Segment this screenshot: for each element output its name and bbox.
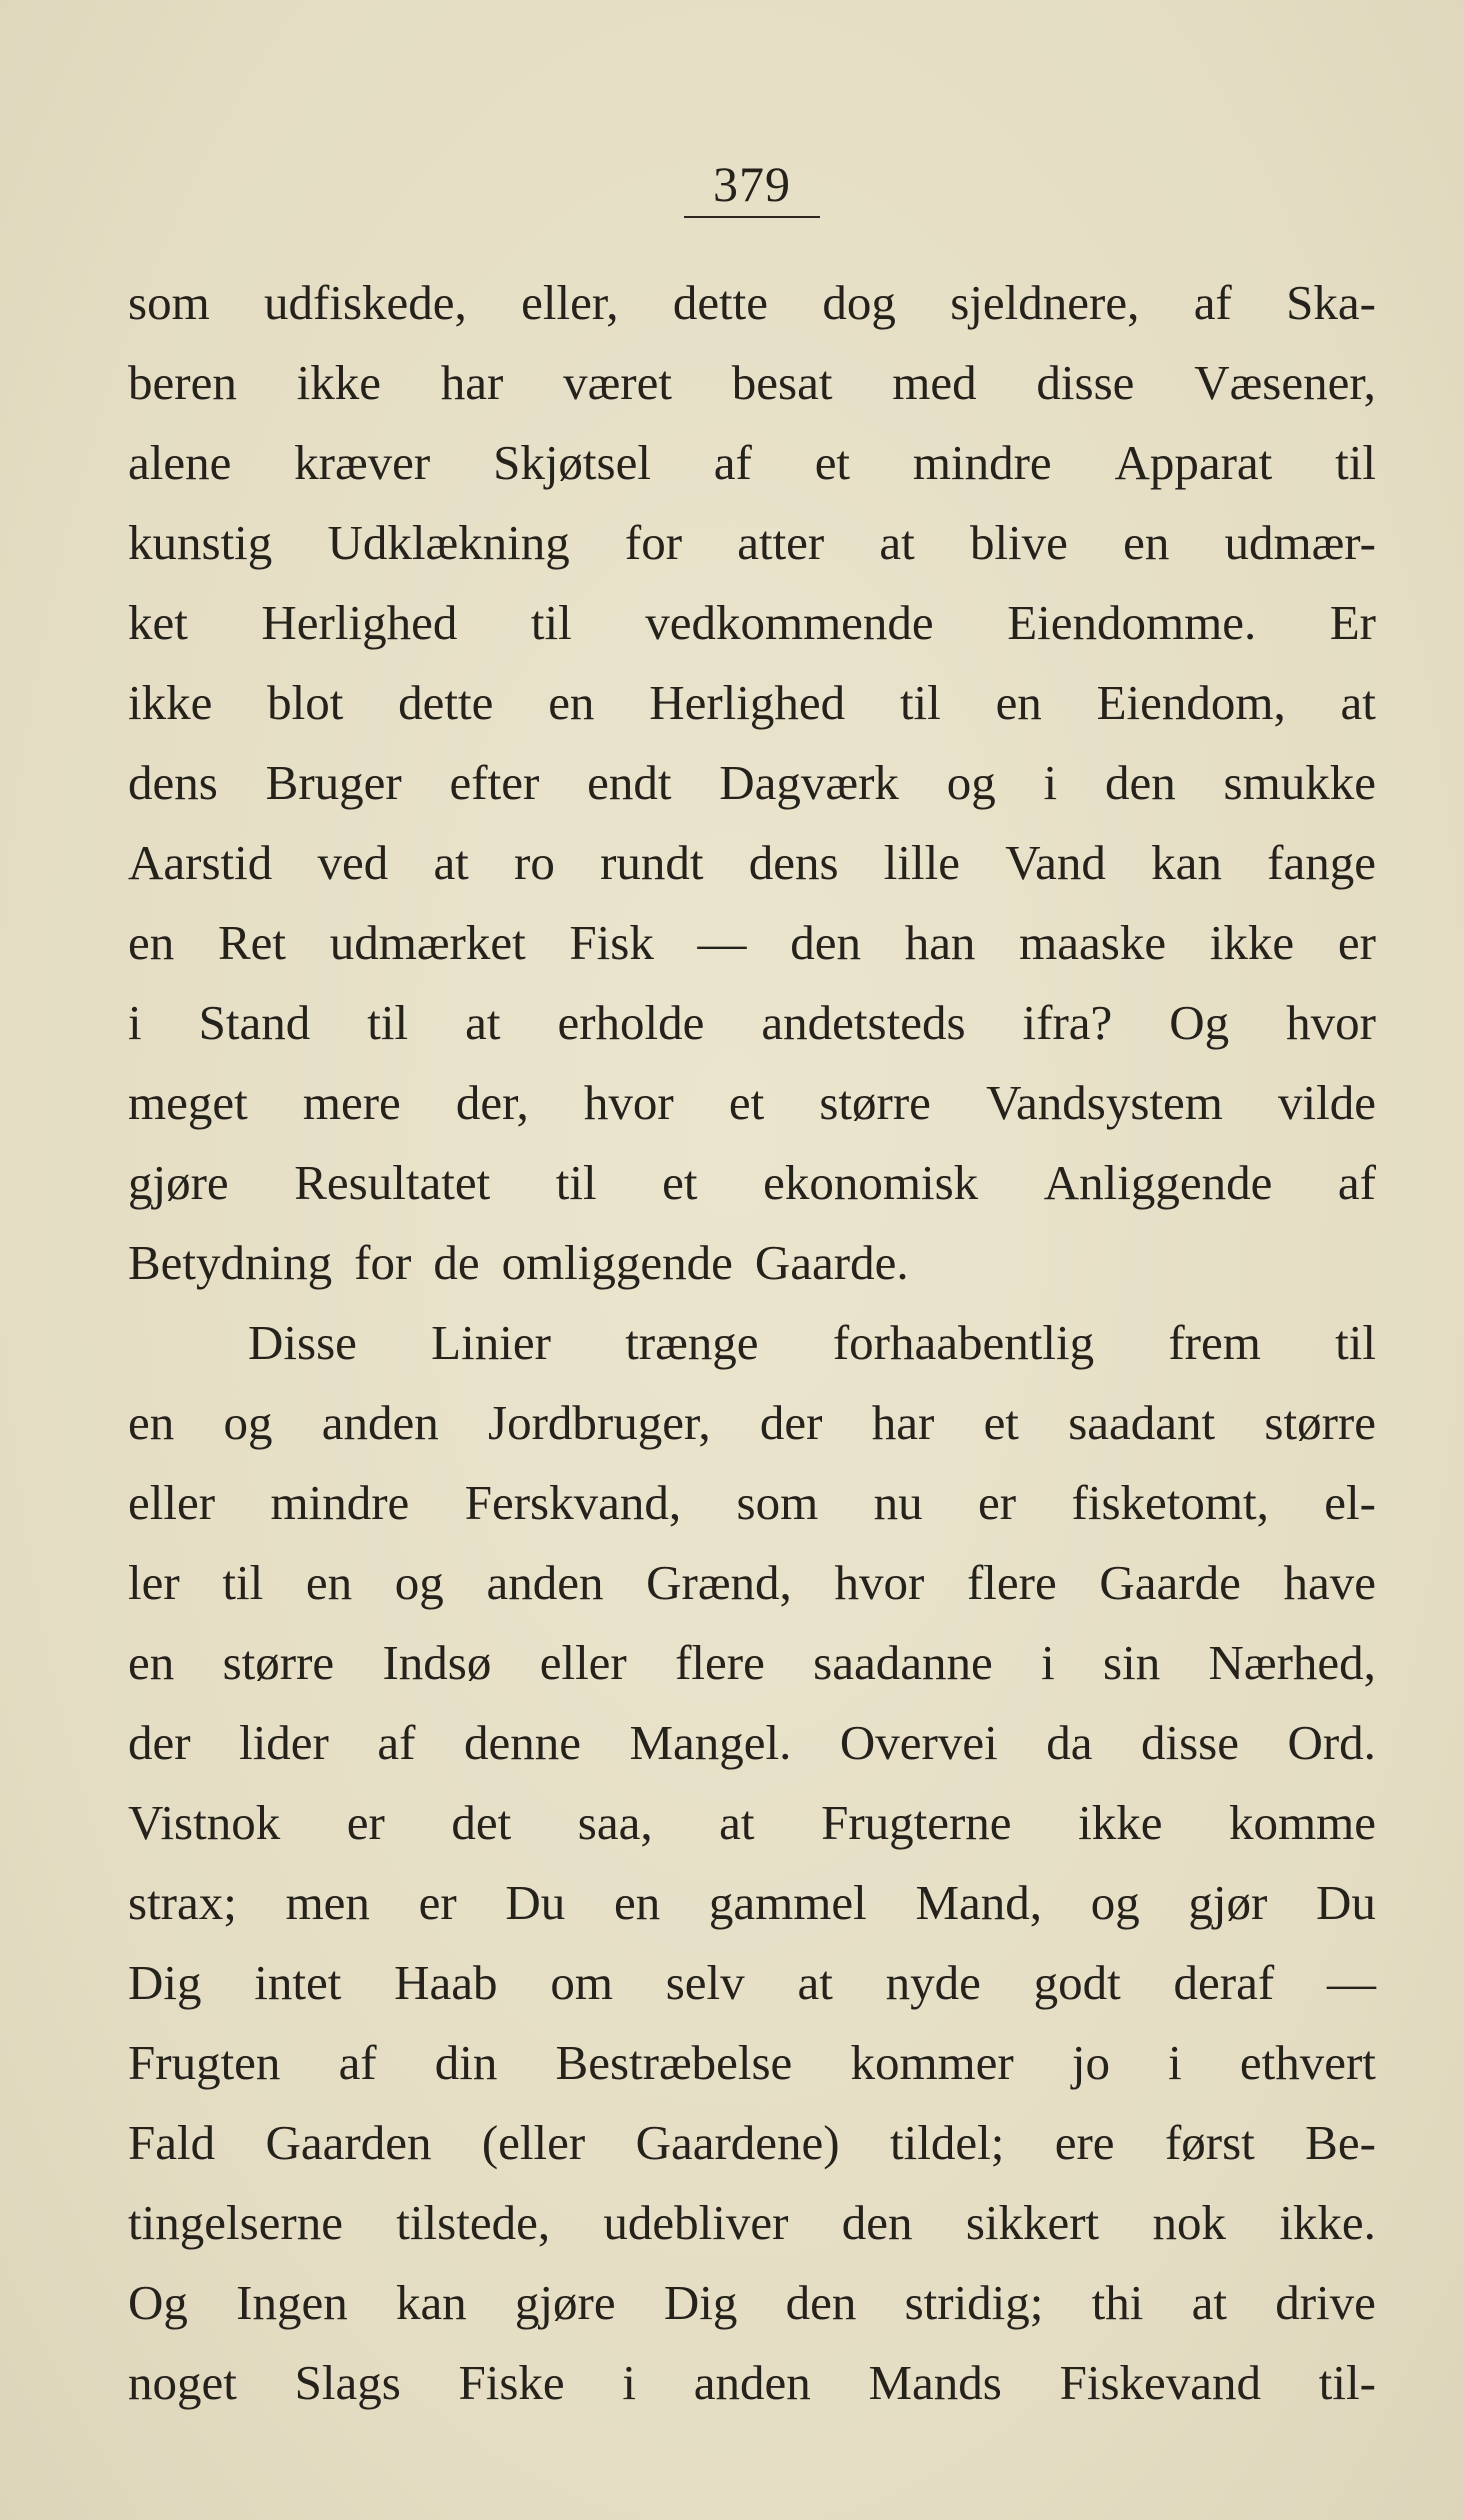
word: anden bbox=[321, 1395, 439, 1450]
word: sjeldnere, bbox=[950, 275, 1140, 330]
word: ethvert bbox=[1239, 2035, 1376, 2090]
word: Fald bbox=[128, 2115, 216, 2170]
word: Aarstid bbox=[128, 835, 273, 890]
word: erholde bbox=[557, 995, 705, 1050]
word: Er bbox=[1329, 595, 1376, 650]
word: er bbox=[978, 1475, 1017, 1530]
word: Overvei bbox=[839, 1715, 998, 1770]
word: vedkommende bbox=[645, 595, 934, 650]
word: kræver bbox=[294, 435, 431, 490]
word: at bbox=[465, 995, 501, 1050]
word: beren bbox=[128, 355, 237, 410]
word: dens bbox=[128, 755, 218, 810]
word: er bbox=[346, 1795, 385, 1850]
word: drive bbox=[1275, 2275, 1376, 2330]
word: da bbox=[1046, 1715, 1093, 1770]
word: at bbox=[433, 835, 469, 890]
word: er bbox=[1337, 915, 1376, 970]
word: en bbox=[128, 1635, 175, 1690]
word: ket bbox=[128, 595, 188, 650]
word: Mangel. bbox=[629, 1715, 792, 1770]
word: for bbox=[354, 1235, 412, 1290]
text-line bbox=[128, 2343, 1376, 2423]
word: Mands bbox=[868, 2355, 1002, 2410]
paragraph bbox=[128, 263, 1376, 1303]
word: Vand bbox=[1005, 835, 1106, 890]
word: kan bbox=[395, 2275, 467, 2330]
word: har bbox=[871, 1395, 935, 1450]
word: rundt bbox=[600, 835, 704, 890]
word: deraf bbox=[1173, 1955, 1275, 2010]
word: først bbox=[1164, 2115, 1255, 2170]
word: til bbox=[1335, 1315, 1376, 1370]
word: det bbox=[451, 1795, 512, 1850]
word: saadanne bbox=[813, 1635, 993, 1690]
word: noget bbox=[128, 2355, 237, 2410]
word: Ferskvand, bbox=[464, 1475, 682, 1530]
word: Vandsystem bbox=[986, 1075, 1223, 1130]
word: større bbox=[222, 1635, 335, 1690]
word: som bbox=[736, 1475, 819, 1530]
word: tingelserne bbox=[128, 2195, 343, 2250]
word: udmær- bbox=[1224, 515, 1376, 570]
word: intet bbox=[254, 1955, 342, 2010]
text-line bbox=[128, 1463, 1376, 1543]
word: Du bbox=[505, 1875, 566, 1930]
word: han bbox=[904, 915, 976, 970]
word: mindre bbox=[270, 1475, 410, 1530]
word: men bbox=[285, 1875, 370, 1930]
word: Frugten bbox=[128, 2035, 281, 2090]
word: til bbox=[530, 595, 572, 650]
word: i bbox=[1041, 1635, 1055, 1690]
text-line bbox=[128, 583, 1376, 663]
word: stridig; bbox=[904, 2275, 1044, 2330]
word: saa, bbox=[577, 1795, 653, 1850]
word: i bbox=[622, 2355, 637, 2410]
word: Gaarde bbox=[1099, 1555, 1241, 1610]
word: ikke bbox=[1078, 1795, 1163, 1850]
word: der, bbox=[455, 1075, 529, 1130]
word: de bbox=[433, 1235, 480, 1290]
word: Dig bbox=[663, 2275, 738, 2330]
word: større bbox=[819, 1075, 931, 1130]
word: Dagværk bbox=[719, 755, 899, 810]
word: større bbox=[1264, 1395, 1376, 1450]
word: tildel; bbox=[890, 2115, 1005, 2170]
word: selv bbox=[665, 1955, 745, 2010]
text-line bbox=[128, 423, 1376, 503]
word: et bbox=[814, 435, 851, 490]
word: kunstig bbox=[128, 515, 273, 570]
word: udmærket bbox=[329, 915, 526, 970]
word: gammel bbox=[708, 1875, 867, 1930]
word: Ingen bbox=[236, 2275, 348, 2330]
word: et bbox=[728, 1075, 765, 1130]
word: i bbox=[128, 995, 142, 1050]
word: have bbox=[1283, 1555, 1376, 1610]
text-line bbox=[128, 1543, 1376, 1623]
word: er bbox=[418, 1875, 457, 1930]
word: Mand, bbox=[915, 1875, 1043, 1930]
word: til bbox=[367, 995, 409, 1050]
word: ikke. bbox=[1279, 2195, 1376, 2250]
word: besat bbox=[731, 355, 833, 410]
word: ikke bbox=[128, 675, 213, 730]
paragraph bbox=[128, 1303, 1376, 2423]
word: blive bbox=[969, 515, 1068, 570]
word: en bbox=[128, 915, 175, 970]
text-line bbox=[128, 1223, 1376, 1303]
word: som bbox=[128, 275, 210, 330]
word: strax; bbox=[128, 1875, 237, 1930]
word: Disse bbox=[248, 1315, 357, 1370]
word: med bbox=[892, 355, 977, 410]
word: og bbox=[1090, 1875, 1140, 1930]
word: godt bbox=[1033, 1955, 1121, 2010]
word: at bbox=[1191, 2275, 1227, 2330]
word: været bbox=[563, 355, 672, 410]
word: lille bbox=[883, 835, 960, 890]
word: til bbox=[555, 1155, 597, 1210]
word: forhaabentlig bbox=[832, 1315, 1095, 1370]
word: Slags bbox=[294, 2355, 401, 2410]
word: Resultatet bbox=[294, 1155, 491, 1210]
word: jo bbox=[1071, 2035, 1110, 2090]
word: maaske bbox=[1019, 915, 1167, 970]
word: lider bbox=[239, 1715, 329, 1770]
word: anden bbox=[486, 1555, 604, 1610]
word: Vistnok bbox=[128, 1795, 281, 1850]
word: Betydning bbox=[128, 1235, 333, 1290]
word: Jordbruger, bbox=[488, 1395, 711, 1450]
word: om bbox=[550, 1955, 613, 2010]
text-line bbox=[128, 663, 1376, 743]
page-number: 379 bbox=[684, 152, 820, 218]
word: Eiendomme. bbox=[1007, 595, 1257, 650]
word: udfiskede, bbox=[264, 275, 467, 330]
word: har bbox=[440, 355, 504, 410]
word: den bbox=[841, 2195, 913, 2250]
word: Grænd, bbox=[646, 1555, 792, 1610]
word: Ret bbox=[217, 915, 286, 970]
word: disse bbox=[1140, 1715, 1239, 1770]
word: nok bbox=[1152, 2195, 1226, 2250]
word: af bbox=[1337, 1155, 1376, 1210]
word: Væsener, bbox=[1194, 355, 1376, 410]
word: dog bbox=[822, 275, 896, 330]
word: gjøre bbox=[128, 1155, 229, 1210]
text-line bbox=[128, 743, 1376, 823]
word: Gaarde. bbox=[754, 1235, 909, 1290]
word: at bbox=[719, 1795, 755, 1850]
word: blot bbox=[267, 675, 344, 730]
word: mindre bbox=[912, 435, 1052, 490]
word: at bbox=[879, 515, 915, 570]
word: der bbox=[759, 1395, 823, 1450]
word: meget bbox=[128, 1075, 248, 1130]
word: eller, bbox=[521, 275, 619, 330]
word: dette bbox=[672, 275, 769, 330]
text-line bbox=[128, 2183, 1376, 2263]
word: en bbox=[128, 1395, 175, 1450]
word: Nærhed, bbox=[1208, 1635, 1376, 1690]
word: vilde bbox=[1278, 1075, 1376, 1130]
word: Frugterne bbox=[821, 1795, 1012, 1850]
text-line bbox=[128, 2023, 1376, 2103]
word: efter bbox=[449, 755, 540, 810]
text-line bbox=[128, 503, 1376, 583]
word: gjør bbox=[1188, 1875, 1268, 1930]
word: til- bbox=[1318, 2355, 1376, 2410]
text-line bbox=[128, 823, 1376, 903]
text-line bbox=[128, 1783, 1376, 1863]
word: fisketomt, bbox=[1071, 1475, 1269, 1530]
word: den bbox=[1104, 755, 1176, 810]
word: Be- bbox=[1305, 2115, 1376, 2170]
word: ifra? bbox=[1022, 995, 1113, 1050]
word: en bbox=[548, 675, 595, 730]
word: ved bbox=[317, 835, 389, 890]
word: Anliggende bbox=[1043, 1155, 1273, 1210]
word: ekonomisk bbox=[763, 1155, 979, 1210]
word: til bbox=[222, 1555, 264, 1610]
text-line bbox=[128, 1863, 1376, 1943]
word: omliggende bbox=[501, 1235, 733, 1290]
word: atter bbox=[737, 515, 825, 570]
word: thi bbox=[1091, 2275, 1144, 2330]
text-line bbox=[128, 1063, 1376, 1143]
word: af bbox=[338, 2035, 377, 2090]
word: Fisk bbox=[569, 915, 654, 970]
text-line bbox=[128, 1943, 1376, 2023]
word: Ord. bbox=[1287, 1715, 1376, 1770]
word: en bbox=[613, 1875, 661, 1930]
text-line bbox=[128, 1143, 1376, 1223]
word: kan bbox=[1151, 835, 1222, 890]
word: tilstede, bbox=[396, 2195, 551, 2250]
word: et bbox=[662, 1155, 698, 1210]
word: til bbox=[899, 675, 941, 730]
word: og bbox=[946, 755, 996, 810]
text-line bbox=[128, 2263, 1376, 2343]
word: (eller bbox=[481, 2115, 586, 2170]
word: Gaarden bbox=[265, 2115, 432, 2170]
text-line bbox=[128, 903, 1376, 983]
word: sin bbox=[1103, 1635, 1161, 1690]
word: og bbox=[394, 1555, 444, 1610]
word: udebliver bbox=[603, 2195, 789, 2250]
text-body bbox=[128, 263, 1376, 2423]
text-line bbox=[128, 263, 1376, 343]
word: i bbox=[1168, 2035, 1182, 2090]
word: et bbox=[983, 1395, 1019, 1450]
word: kommer bbox=[850, 2035, 1014, 2090]
word: den bbox=[785, 2275, 857, 2330]
word: Ska- bbox=[1286, 275, 1376, 330]
text-line bbox=[128, 1303, 1376, 1383]
word: til bbox=[1335, 435, 1376, 490]
word: Fiske bbox=[458, 2355, 565, 2410]
word: og bbox=[223, 1395, 273, 1450]
word: Dig bbox=[128, 1955, 202, 2010]
word: dens bbox=[748, 835, 839, 890]
word: komme bbox=[1229, 1795, 1376, 1850]
word: ler bbox=[128, 1555, 180, 1610]
word: Udklækning bbox=[327, 515, 570, 570]
word: trænge bbox=[625, 1315, 759, 1370]
word: ikke bbox=[1209, 915, 1295, 970]
word: din bbox=[434, 2035, 498, 2090]
text-line bbox=[128, 1623, 1376, 1703]
word: Fiskevand bbox=[1059, 2355, 1262, 2410]
word: anden bbox=[693, 2355, 811, 2410]
word: Gaardene) bbox=[635, 2115, 840, 2170]
word: en bbox=[305, 1555, 353, 1610]
word: disse bbox=[1036, 355, 1135, 410]
word: Du bbox=[1316, 1875, 1376, 1930]
word: af bbox=[713, 435, 752, 490]
word: ikke bbox=[296, 355, 381, 410]
word: Linier bbox=[431, 1315, 551, 1370]
word: af bbox=[1193, 275, 1232, 330]
word: hvor bbox=[583, 1075, 674, 1130]
word: for bbox=[624, 515, 683, 570]
word: Bruger bbox=[265, 755, 402, 810]
word: at bbox=[1340, 675, 1376, 730]
word: smukke bbox=[1223, 755, 1376, 810]
text-line bbox=[128, 1383, 1376, 1463]
word: ere bbox=[1054, 2115, 1115, 2170]
text-line bbox=[128, 343, 1376, 423]
word: Eiendom, bbox=[1096, 675, 1286, 730]
word: el- bbox=[1324, 1475, 1376, 1530]
word: mere bbox=[302, 1075, 401, 1130]
word: Og bbox=[1169, 995, 1230, 1050]
word: dette bbox=[398, 675, 494, 730]
word: Indsø bbox=[382, 1635, 492, 1690]
word: fange bbox=[1267, 835, 1376, 890]
word: alene bbox=[128, 435, 232, 490]
word: nyde bbox=[885, 1955, 981, 2010]
word: af bbox=[377, 1715, 416, 1770]
word: en bbox=[1123, 515, 1170, 570]
word: i bbox=[1043, 755, 1058, 810]
word: ro bbox=[514, 835, 555, 890]
word: saadant bbox=[1068, 1395, 1216, 1450]
word: flere bbox=[675, 1635, 765, 1690]
text-line bbox=[128, 2103, 1376, 2183]
word: hvor bbox=[1286, 995, 1376, 1050]
word: at bbox=[797, 1955, 833, 2010]
word: Haab bbox=[394, 1955, 498, 2010]
word: Skjøtsel bbox=[493, 435, 651, 490]
word: sikkert bbox=[965, 2195, 1100, 2250]
word: — bbox=[697, 915, 747, 970]
word: gjøre bbox=[514, 2275, 616, 2330]
word: frem bbox=[1168, 1315, 1261, 1370]
word: Apparat bbox=[1114, 435, 1273, 490]
word: Herlighed bbox=[261, 595, 458, 650]
text-line bbox=[128, 1703, 1376, 1783]
word: — bbox=[1326, 1955, 1376, 2010]
word: eller bbox=[128, 1475, 216, 1530]
word: denne bbox=[463, 1715, 581, 1770]
word: nu bbox=[873, 1475, 923, 1530]
word: Bestræbelse bbox=[555, 2035, 793, 2090]
word: hvor bbox=[834, 1555, 925, 1610]
text-line bbox=[128, 983, 1376, 1063]
word: Herlighed bbox=[649, 675, 846, 730]
word: Stand bbox=[198, 995, 311, 1050]
word: flere bbox=[966, 1555, 1057, 1610]
word: den bbox=[790, 915, 861, 970]
word: der bbox=[128, 1715, 191, 1770]
word: en bbox=[995, 675, 1042, 730]
word: andetsteds bbox=[761, 995, 966, 1050]
word: eller bbox=[539, 1635, 627, 1690]
word: endt bbox=[587, 755, 672, 810]
word: Og bbox=[128, 2275, 188, 2330]
